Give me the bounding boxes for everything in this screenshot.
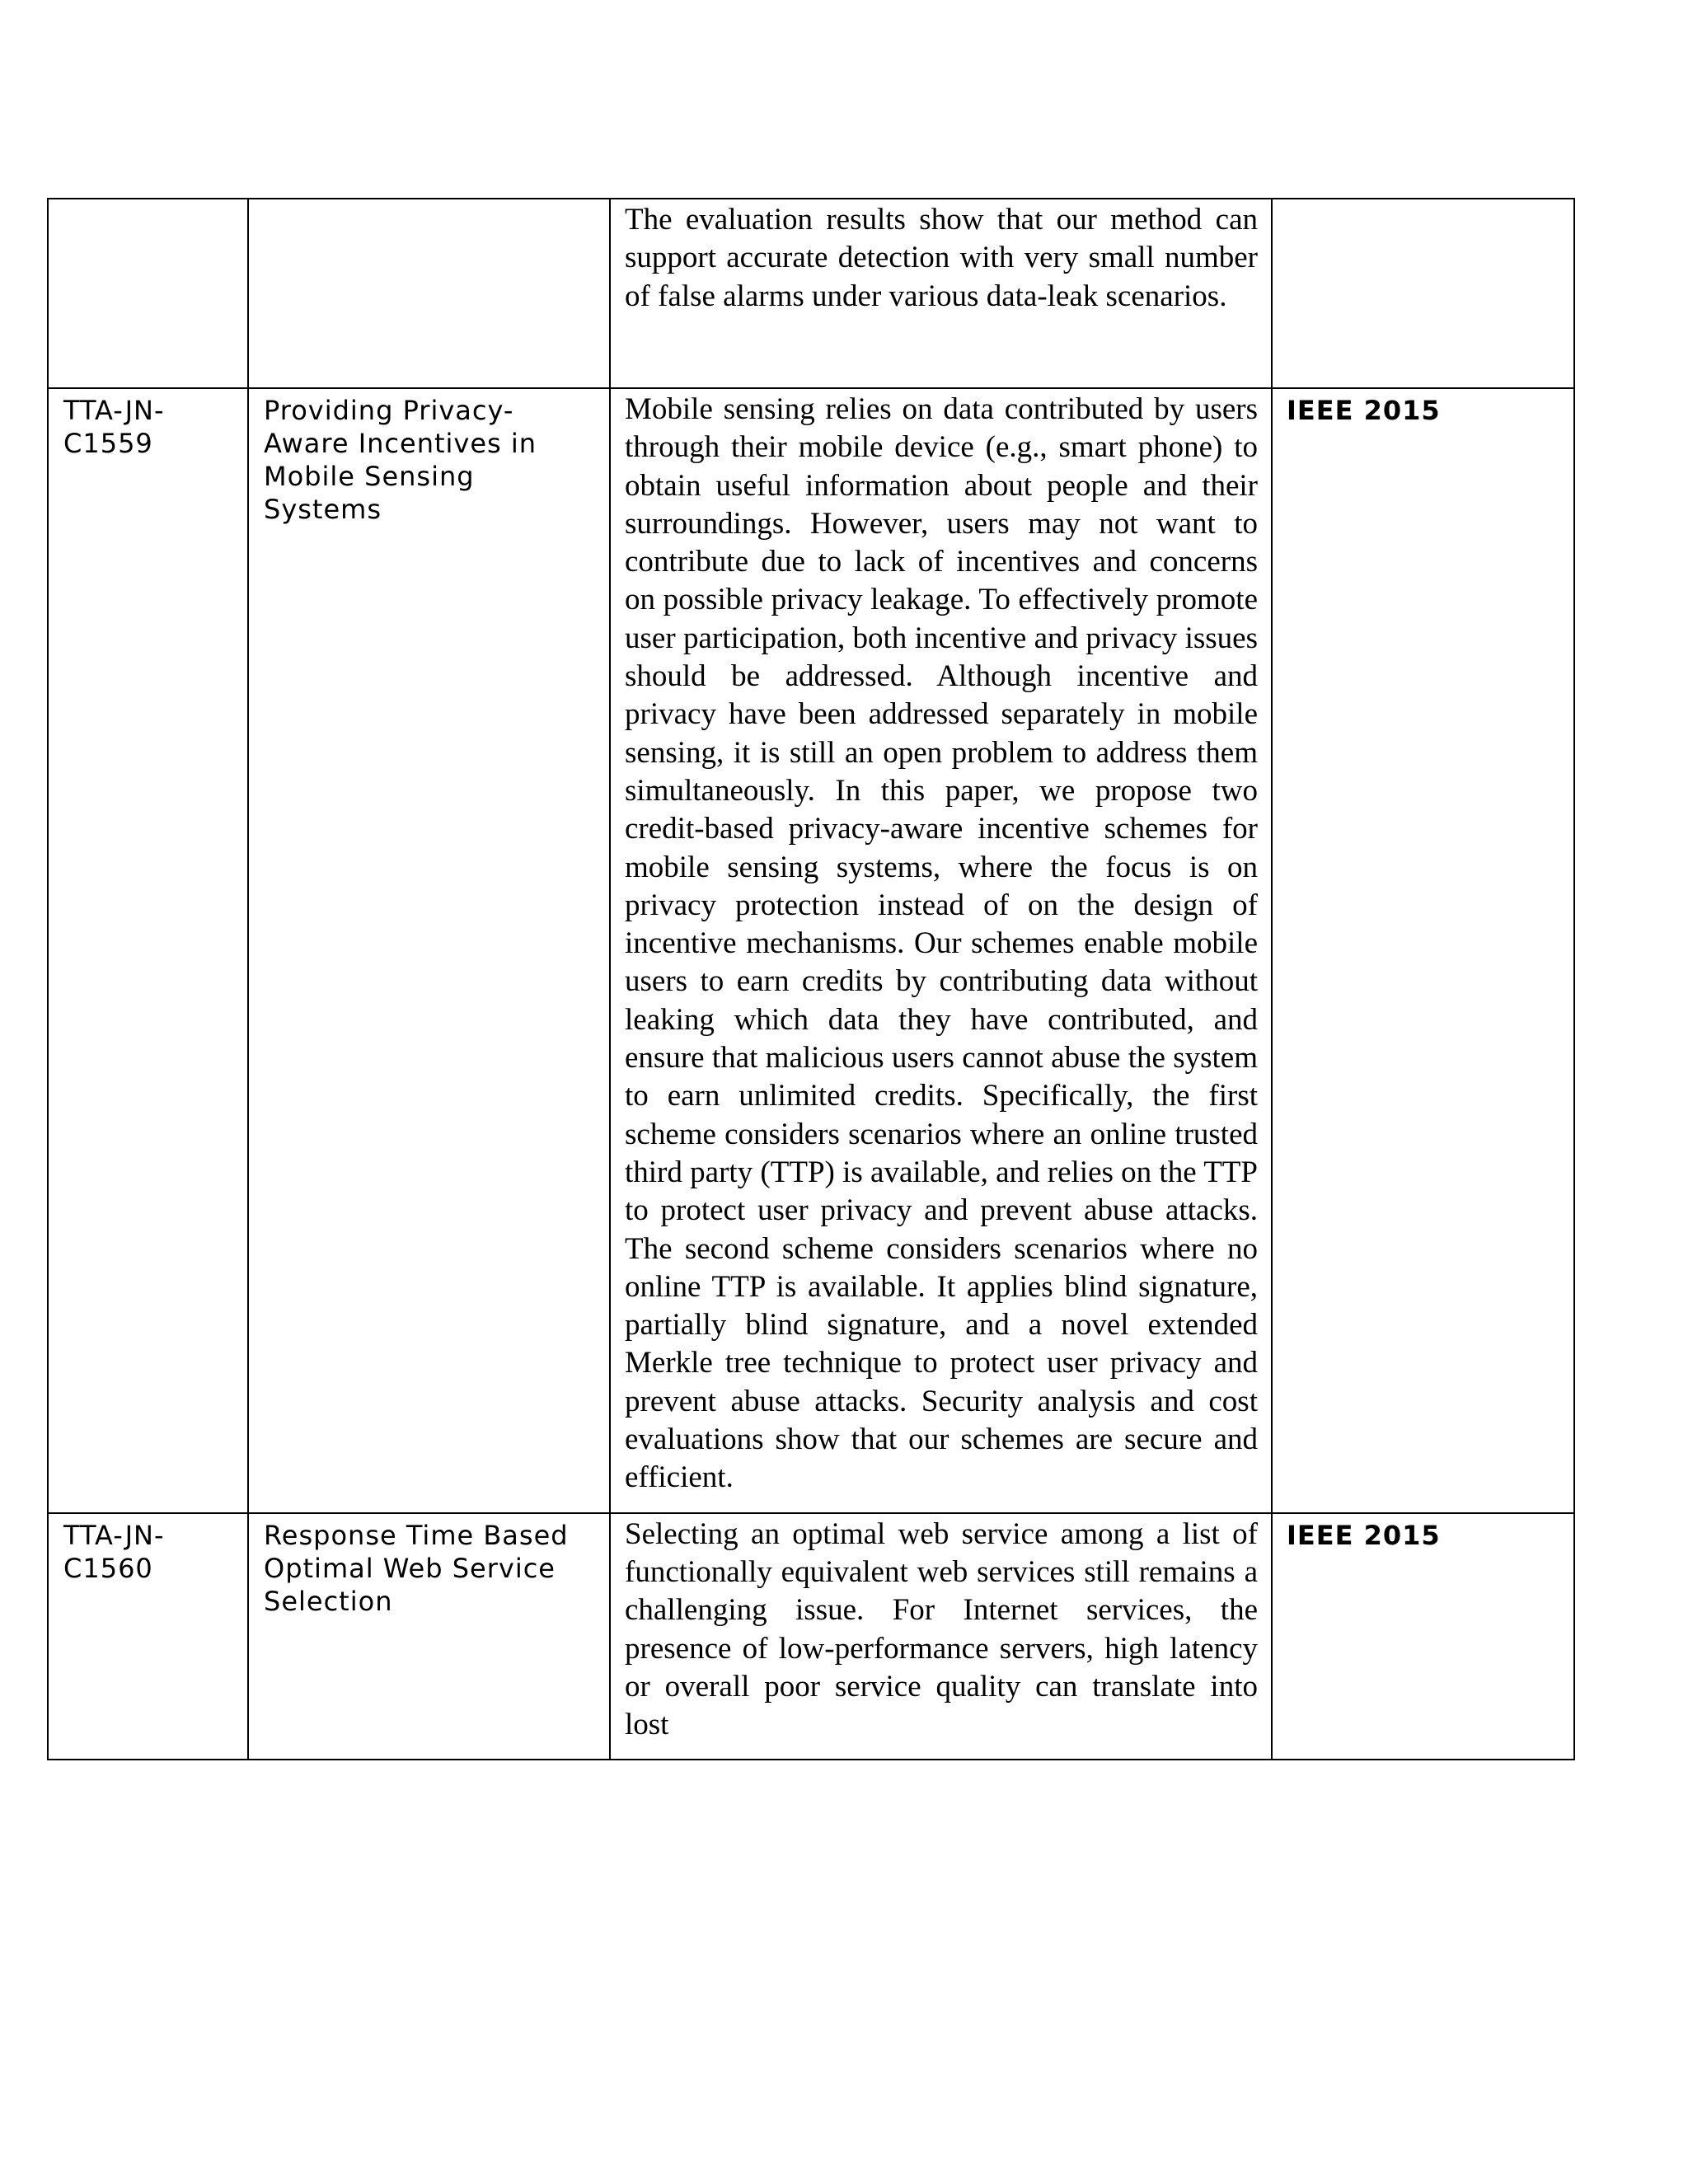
conference-cell — [1272, 388, 1574, 1513]
project-code-cell — [48, 388, 248, 1513]
project-title-cell — [248, 199, 610, 388]
project-title: Response Time Based Optimal Web Service Selection — [264, 1519, 569, 1617]
project-abstract: Mobile sensing relies on data contributed by users through their mobile device (e.g., smart phone) to obtain useful information about people and their surroundings. However, users may not want to contribute due to lack of incentives and concerns on possible privacy leakage. To effectively promote user participation, both incentive and privacy issues should be addressed. Although incentive and privacy have been addressed separately in mobile sensing, it is still an open problem to address them simultaneously. In this paper, we propose two credit-based privacy-aware incentive schemes for mobile sensing systems, where the focus is on privacy protection instead of on the design of incentive mechanisms. Our schemes enable mobile users to earn credits by contributing data without leaking which data they have contributed, and ensure that malicious users cannot abuse the system to earn unlimited credits. Specifically, the first scheme considers scenarios where an online trusted third party (TTP) is available, and relies on the TTP to protect user privacy and prevent abuse attacks. The second scheme considers scenarios where no online TTP is available. It applies blind signature, partially blind signature, and a novel extended Merkle tree technique to protect user privacy and prevent abuse attacks. Security analysis and cost evaluations show that our schemes are secure and efficient. — [625, 392, 1258, 1495]
conference-label — [1273, 199, 1573, 204]
conference-label: IEEE 2015 — [1287, 395, 1441, 426]
project-abstract: Selecting an optimal web service among a list of functionally equivalent web services still remains a challenging issue. For Internet services, the presence of low-performance servers, high latency or overall poor service quality can translate into lost — [625, 1516, 1258, 1742]
project-code-cell — [48, 1513, 248, 1760]
abstract-cell — [610, 388, 1272, 1513]
conference-cell — [1272, 199, 1574, 388]
abstract-cell — [610, 1513, 1272, 1760]
project-code: TTA-JN-C1560 — [63, 1519, 165, 1584]
project-title-cell — [248, 388, 610, 1513]
project-code: TTA-JN-C1559 — [63, 395, 165, 459]
abstract-cell — [610, 199, 1272, 388]
project-title: Providing Privacy-Aware Incentives in Mobile Sensing Systems — [264, 395, 537, 525]
conference-cell — [1272, 1513, 1574, 1760]
project-abstract: The evaluation results show that our method can support accurate detection with very small number of false alarms under various data-leak scenarios. — [625, 203, 1258, 313]
table-row — [48, 1513, 1574, 1760]
project-title — [249, 199, 609, 204]
project-table — [47, 198, 1575, 1760]
table-row — [48, 388, 1574, 1513]
project-code — [49, 199, 247, 204]
conference-label: IEEE 2015 — [1287, 1519, 1441, 1551]
project-title-cell — [248, 1513, 610, 1760]
project-code-cell — [48, 199, 248, 388]
table-row — [48, 199, 1574, 388]
